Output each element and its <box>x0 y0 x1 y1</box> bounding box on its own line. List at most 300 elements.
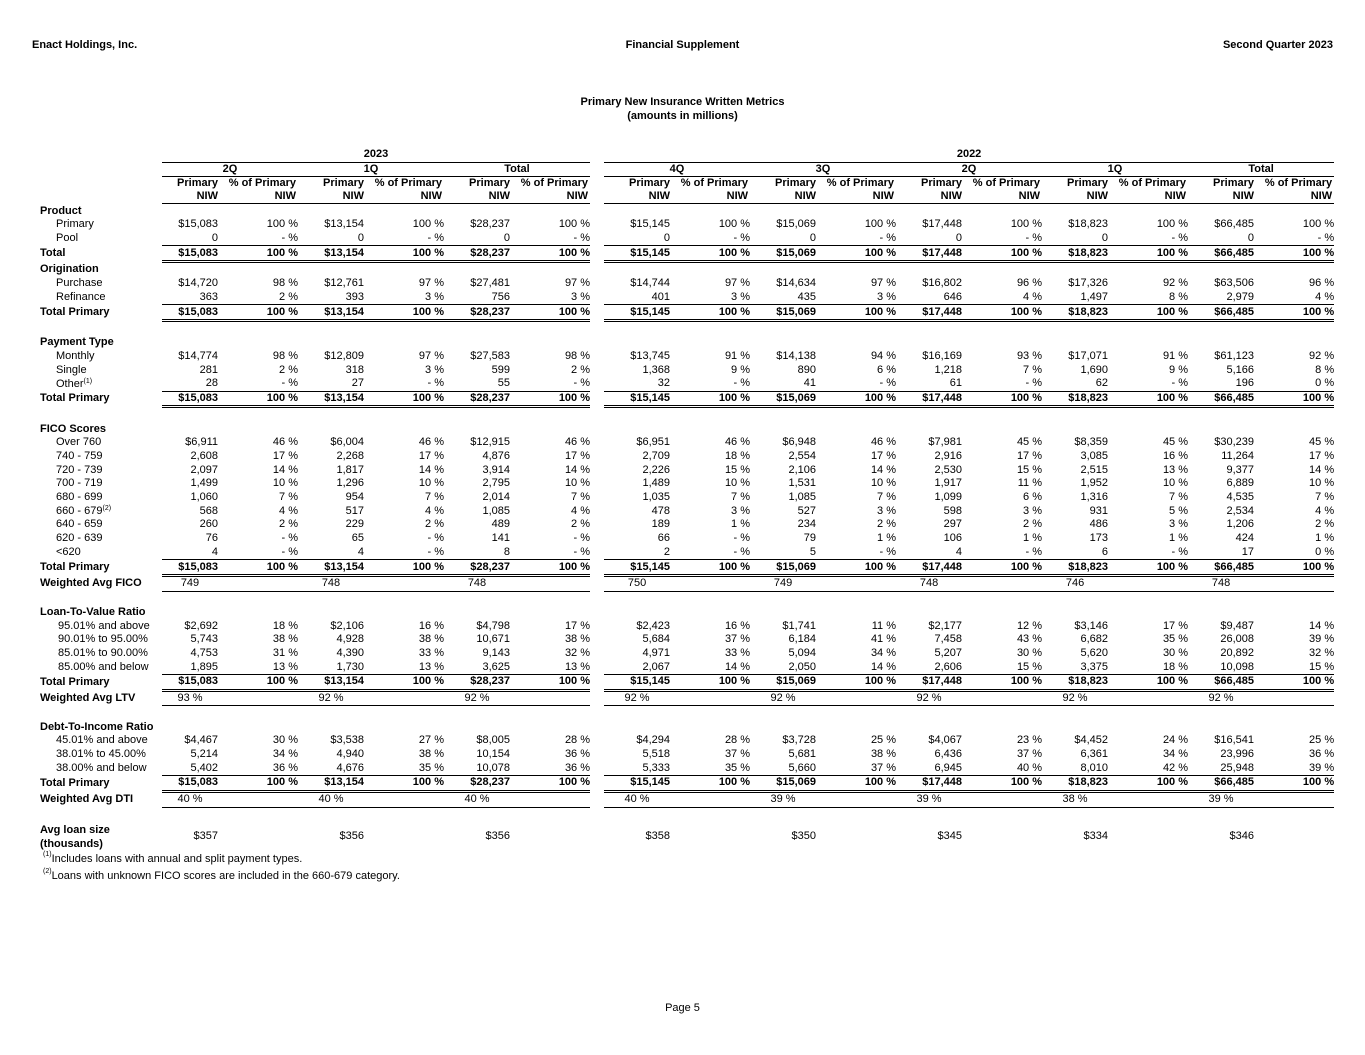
niw-value: $15,145 <box>604 305 670 321</box>
pct-value: 0 % <box>1315 377 1335 390</box>
niw-value: 2,979 <box>1226 290 1255 303</box>
pct-value: 100 % <box>218 560 298 576</box>
niw-value: $18,823 <box>1042 560 1108 576</box>
pct-value: 46 % <box>724 436 751 449</box>
niw-value: $15,069 <box>750 675 816 691</box>
niw-value: $4,294 <box>636 734 671 747</box>
pct-value: 17 % <box>564 619 591 632</box>
row-label <box>40 776 162 792</box>
niw-value: $2,423 <box>636 619 671 632</box>
pct-value: 100 % <box>962 305 1042 321</box>
avg-value: 746 <box>1042 575 1108 591</box>
section-heading: Loan-To-Value Ratio <box>40 605 146 618</box>
pct-value: 100 % <box>1254 675 1334 691</box>
pct-value: 37 % <box>870 761 897 774</box>
pct-value: 100 % <box>864 218 897 231</box>
pct-value: 17 % <box>1309 450 1335 463</box>
pct-value: 16 % <box>418 619 444 632</box>
pct-value: 100 % <box>1254 776 1334 792</box>
niw-value: $4,798 <box>476 619 510 632</box>
pct-value: 46 % <box>870 436 897 449</box>
spacer-row <box>40 807 1334 822</box>
avg-blank <box>364 690 444 706</box>
pct-value: 46 % <box>564 436 591 449</box>
year-2022-header: 2022 <box>604 148 1334 162</box>
pct-value: 100 % <box>558 218 591 231</box>
pct-value: 100 % <box>718 218 751 231</box>
niw-value: 260 <box>199 518 218 531</box>
period-header: Total <box>1188 162 1334 177</box>
pct-value: 100 % <box>1302 218 1335 231</box>
pct-value: 17 % <box>564 450 591 463</box>
pct-value: 10 % <box>1309 477 1335 490</box>
niw-value: 2,050 <box>788 660 817 673</box>
pct-value: - % <box>510 232 590 246</box>
pct-value: 100 % <box>1254 246 1334 262</box>
pct-value: 93 % <box>1016 349 1043 362</box>
row-label-text: 720 - 739 <box>56 463 103 476</box>
niw-value: 0 <box>444 232 510 246</box>
niw-value: 2,606 <box>934 660 963 673</box>
table-row <box>40 436 1334 450</box>
pct-value: 10 % <box>564 477 591 490</box>
pct-value: 32 % <box>564 646 591 659</box>
pct-value: 14 % <box>870 660 897 673</box>
pct-value: 5 % <box>1169 504 1189 517</box>
pct-value: 27 % <box>418 734 444 747</box>
niw-value: 281 <box>199 363 218 376</box>
pct-value: 11 % <box>871 619 897 632</box>
niw-value: 189 <box>651 518 671 531</box>
pct-value: 98 % <box>564 349 591 362</box>
avg-blank <box>1254 575 1334 591</box>
row-label-text: Purchase <box>56 277 103 290</box>
footnote-ref: (1) <box>83 377 93 385</box>
niw-value: 1,499 <box>190 477 218 490</box>
pct-value: 30 % <box>272 734 298 747</box>
row-label-text: 38.01% to 45.00% <box>56 748 146 761</box>
niw-value: $9,487 <box>1220 619 1255 632</box>
avg-blank <box>364 822 444 852</box>
pct-value: 31 % <box>272 646 298 659</box>
pct-value: 30 % <box>1162 646 1189 659</box>
pct-value: 14 % <box>418 463 444 476</box>
pct-value: 2 % <box>279 518 298 531</box>
pct-value: 7 % <box>1315 491 1335 504</box>
spacer-row <box>40 407 1334 423</box>
niw-value: $17,448 <box>896 246 962 262</box>
row-label <box>40 633 162 647</box>
pct-value: 4 % <box>1315 290 1335 303</box>
avg-loan-value: $334 <box>1083 830 1109 842</box>
niw-value: 6,361 <box>1080 748 1109 761</box>
footnote-2-text: Loans with unknown FICO scores are included in the 660-679 category. <box>51 870 400 882</box>
niw-value: 6,436 <box>934 748 963 761</box>
niw-value: 5,518 <box>642 748 671 761</box>
niw-value: 5,660 <box>788 761 817 774</box>
niw-value: 2 <box>663 545 671 558</box>
row-label-text: 620 - 639 <box>56 532 103 545</box>
pct-value: 97 % <box>724 277 751 290</box>
niw-value: 32 <box>657 377 671 390</box>
row-label <box>40 822 162 852</box>
niw-value: $28,237 <box>444 675 510 691</box>
niw-value: 5,214 <box>190 748 218 761</box>
niw-value: 5,620 <box>1080 646 1109 659</box>
table-row <box>40 761 1334 775</box>
niw-value: 196 <box>1235 377 1255 390</box>
pct-value: 37 % <box>724 748 751 761</box>
niw-value: $15,083 <box>162 305 218 321</box>
pct-value: 45 % <box>1016 436 1043 449</box>
niw-value: $27,481 <box>470 277 510 290</box>
niw-value: $8,005 <box>476 734 510 747</box>
header-line: NIW <box>566 190 589 203</box>
niw-value: $18,823 <box>1042 246 1108 262</box>
niw-value: 55 <box>497 377 510 390</box>
niw-value: $7,981 <box>928 436 963 449</box>
pct-value: 37 % <box>724 633 751 646</box>
row-label-text: 740 - 759 <box>56 450 103 463</box>
pct-value: 38 % <box>418 633 444 646</box>
pct-value: 46 % <box>272 436 298 449</box>
pct-value: 37 % <box>1016 748 1043 761</box>
niw-value: $15,145 <box>604 391 670 407</box>
pct-value: 15 % <box>1309 660 1335 673</box>
niw-value: $61,123 <box>1214 349 1255 362</box>
pct-value: - % <box>879 377 897 390</box>
pct-value: - % <box>1171 377 1189 390</box>
pct-value: 100 % <box>670 246 750 262</box>
pct-value: 3 % <box>731 290 751 303</box>
header-line: % of Primary <box>680 177 749 190</box>
primary-niw-header <box>298 177 364 204</box>
avg-value: 92 % <box>298 690 364 706</box>
avg-blank <box>670 690 750 706</box>
pct-value: 100 % <box>510 391 590 407</box>
niw-value: 3,914 <box>482 463 510 476</box>
pct-primary-niw-header <box>962 177 1042 204</box>
niw-value: $15,083 <box>162 675 218 691</box>
niw-value: 1,952 <box>1080 477 1109 490</box>
pct-value: 97 % <box>564 277 591 290</box>
niw-value: $3,146 <box>1074 619 1109 632</box>
niw-value: $17,448 <box>896 305 962 321</box>
header-line: NIW <box>1164 190 1187 203</box>
pct-value: 3 % <box>877 290 897 303</box>
pct-value: - % <box>1108 232 1188 246</box>
pct-value: 97 % <box>418 277 444 290</box>
table-row <box>40 218 1334 232</box>
avg-blank <box>364 575 444 591</box>
pct-value: 17 % <box>272 450 298 463</box>
pct-value: 16 % <box>1162 450 1189 463</box>
pct-value: 14 % <box>272 463 298 476</box>
pct-primary-niw-header <box>510 177 590 204</box>
row-label <box>40 463 162 477</box>
pct-value: - % <box>281 532 298 545</box>
pct-value: - % <box>1025 377 1043 390</box>
pct-value: 39 % <box>1309 761 1335 774</box>
pct-value: 38 % <box>564 633 591 646</box>
niw-value: 7,458 <box>934 633 963 646</box>
company-name: Enact Holdings, Inc. <box>32 39 138 51</box>
avg-blank <box>816 822 896 852</box>
pct-value: 100 % <box>816 246 896 262</box>
pct-value: 41 % <box>870 633 897 646</box>
niw-value: 1,730 <box>336 660 364 673</box>
niw-value: $3,538 <box>330 734 364 747</box>
weighted-avg-row <box>40 791 1334 807</box>
niw-value: $17,326 <box>1068 277 1109 290</box>
pct-value: 17 % <box>870 450 897 463</box>
niw-value: $6,911 <box>185 436 218 449</box>
niw-value: $15,069 <box>750 305 816 321</box>
pct-value: 100 % <box>1254 560 1334 576</box>
row-label <box>40 305 162 321</box>
avg-blank <box>218 791 298 807</box>
niw-value: $15,145 <box>604 246 670 262</box>
niw-value: $66,485 <box>1188 246 1254 262</box>
avg-blank <box>1254 791 1334 807</box>
pct-value: 1 % <box>731 518 751 531</box>
spacer-row <box>40 320 1334 336</box>
niw-value: 363 <box>199 290 218 303</box>
pct-value: 36 % <box>564 761 591 774</box>
pct-value: 13 % <box>418 660 444 673</box>
niw-value: $17,448 <box>896 675 962 691</box>
header-line: NIW <box>342 190 364 203</box>
avg-blank <box>670 791 750 807</box>
pct-value: 10 % <box>724 477 751 490</box>
avg-value: 749 <box>162 575 218 591</box>
period-header: 3Q <box>750 162 896 177</box>
pct-value: 100 % <box>1108 305 1188 321</box>
table-row <box>40 647 1334 661</box>
pct-value: 1 % <box>1169 532 1189 545</box>
pct-value: 11 % <box>1017 477 1043 490</box>
niw-value: $66,485 <box>1188 305 1254 321</box>
table-row <box>40 463 1334 477</box>
niw-value: $15,083 <box>162 776 218 792</box>
niw-value: $30,239 <box>1214 436 1255 449</box>
row-label <box>40 734 162 748</box>
pct-value: 100 % <box>816 305 896 321</box>
table-row <box>40 532 1334 546</box>
weighted-avg-row <box>40 575 1334 591</box>
footnote-2 <box>43 868 400 885</box>
niw-value: $15,083 <box>162 560 218 576</box>
pct-value: - % <box>670 232 750 246</box>
niw-value: $15,069 <box>750 391 816 407</box>
niw-value: 17 <box>1241 545 1255 558</box>
pct-value: 100 % <box>218 246 298 262</box>
pct-primary-niw-header <box>670 177 750 204</box>
pct-value: 8 % <box>1315 363 1335 376</box>
primary-niw-header <box>1042 177 1108 204</box>
niw-value: 2,608 <box>190 450 218 463</box>
pct-value: 7 % <box>877 491 897 504</box>
avg-value: 748 <box>896 575 962 591</box>
pct-value: 15 % <box>1016 660 1043 673</box>
niw-value: 5,402 <box>190 761 218 774</box>
pct-primary-niw-header <box>1108 177 1188 204</box>
niw-value: 0 <box>298 232 364 246</box>
pct-value: 32 % <box>1309 646 1335 659</box>
table-row <box>40 675 1334 691</box>
row-label <box>40 246 162 262</box>
row-label <box>40 619 162 633</box>
pct-value: 15 % <box>1016 463 1043 476</box>
table-row <box>40 776 1334 792</box>
footnote-1 <box>43 851 400 868</box>
pct-value: 100 % <box>218 675 298 691</box>
pct-value: 17 % <box>1162 619 1189 632</box>
avg-value: 39 % <box>1188 791 1254 807</box>
pct-value: 28 % <box>724 734 751 747</box>
niw-value: 756 <box>491 290 510 303</box>
niw-value: 26,008 <box>1220 633 1255 646</box>
avg-value: 748 <box>444 575 510 591</box>
period-header: 1Q <box>1042 162 1188 177</box>
section-row <box>40 336 1334 350</box>
niw-value: $13,154 <box>298 776 364 792</box>
weighted-avg-row <box>40 690 1334 706</box>
niw-value: $27,583 <box>470 349 510 362</box>
pct-value: 34 % <box>272 748 298 761</box>
row-label-text: 680 - 699 <box>56 491 103 504</box>
pct-value: 100 % <box>962 675 1042 691</box>
header-line: NIW <box>1018 190 1041 203</box>
pct-value: - % <box>733 545 751 558</box>
table-row <box>40 477 1334 491</box>
year-2023-header: 2023 <box>162 148 590 162</box>
niw-value: 3,085 <box>1080 450 1109 463</box>
niw-value: $13,154 <box>298 675 364 691</box>
niw-value: 2,709 <box>642 450 671 463</box>
period-header: Total <box>444 162 590 177</box>
row-label-text: 700 - 719 <box>56 477 103 490</box>
pct-value: - % <box>573 545 591 558</box>
table-row <box>40 560 1334 576</box>
header-line: Primary <box>469 177 510 190</box>
pct-value: 2 % <box>1315 518 1335 531</box>
niw-value: 1,085 <box>482 504 510 517</box>
row-label <box>40 491 162 505</box>
pct-value: 96 % <box>1016 277 1043 290</box>
header-line: NIW <box>794 190 817 203</box>
pct-primary-niw-header <box>1254 177 1334 204</box>
spacer-row <box>40 591 1334 606</box>
niw-value: $14,634 <box>776 277 817 290</box>
row-label-text: Total Primary <box>40 776 110 789</box>
pct-value: 14 % <box>724 660 751 673</box>
avg-blank <box>218 575 298 591</box>
pct-value: 2 % <box>877 518 897 531</box>
pct-value: 7 % <box>731 491 751 504</box>
avg-value: 92 % <box>1042 690 1108 706</box>
niw-value: $14,720 <box>178 277 218 290</box>
pct-value: 13 % <box>564 660 591 673</box>
pct-value: 100 % <box>816 776 896 792</box>
avg-blank <box>670 575 750 591</box>
niw-value: 4,971 <box>642 646 671 659</box>
pct-value: - % <box>427 545 444 558</box>
niw-value: $13,154 <box>298 305 364 321</box>
pct-value: 25 % <box>1309 734 1335 747</box>
pct-value: 35 % <box>418 761 444 774</box>
header-line: NIW <box>940 190 963 203</box>
footnotes <box>43 851 400 885</box>
niw-metrics-table <box>40 148 1334 852</box>
row-label-text: Total Primary <box>40 675 110 688</box>
pct-value: 7 % <box>1169 491 1189 504</box>
row-label-text: Refinance <box>56 291 106 304</box>
avg-loan-value: $358 <box>645 830 671 842</box>
niw-value: 5,166 <box>1226 363 1255 376</box>
section-row <box>40 422 1334 436</box>
niw-value: 229 <box>345 518 364 531</box>
pct-value: - % <box>573 377 591 390</box>
row-label-text: Total Primary <box>40 392 110 405</box>
primary-niw-header <box>750 177 816 204</box>
table-row <box>40 232 1334 246</box>
pct-value: 24 % <box>1162 734 1189 747</box>
avg-loan-value: $356 <box>339 830 364 842</box>
niw-value: $16,169 <box>922 349 963 362</box>
pct-value: 25 % <box>870 734 897 747</box>
pct-value: 97 % <box>870 277 897 290</box>
table-row <box>40 546 1334 560</box>
niw-value: $15,083 <box>162 246 218 262</box>
pct-value: 2 % <box>1023 518 1043 531</box>
header-line: Primary <box>629 177 671 190</box>
section-row <box>40 262 1334 277</box>
pct-value: 100 % <box>1108 675 1188 691</box>
table-row <box>40 748 1334 762</box>
niw-value: $17,448 <box>896 776 962 792</box>
niw-value: 5,207 <box>934 646 963 659</box>
niw-value: $12,809 <box>324 349 364 362</box>
pct-value: - % <box>218 232 298 246</box>
pct-value: 100 % <box>1108 246 1188 262</box>
header-line: % of Primary <box>1264 177 1333 190</box>
pct-value: 92 % <box>1309 349 1335 362</box>
row-label-text: 45.01% and above <box>56 734 148 747</box>
pct-value: 15 % <box>724 463 751 476</box>
pct-value: 100 % <box>1108 776 1188 792</box>
pct-value: 34 % <box>1162 748 1189 761</box>
header-line: Primary <box>775 177 817 190</box>
row-label-text: 90.01% to 95.00% <box>58 633 148 646</box>
pct-value: 1 % <box>1315 532 1335 545</box>
niw-value: $17,448 <box>896 391 962 407</box>
niw-value: 527 <box>797 504 817 517</box>
header-line: NIW <box>648 190 671 203</box>
niw-value: 424 <box>1235 532 1255 545</box>
row-label-text: Total <box>40 247 66 260</box>
pct-value: 14 % <box>1309 619 1335 632</box>
period-header-row <box>40 162 1334 177</box>
niw-value: 598 <box>943 504 963 517</box>
header-line: NIW <box>420 190 442 203</box>
row-label-text: Other <box>56 377 84 390</box>
pct-value: 7 % <box>1023 363 1043 376</box>
niw-value: 5,094 <box>788 646 817 659</box>
pct-value: 14 % <box>870 463 897 476</box>
pct-value: 4 % <box>1023 290 1043 303</box>
avg-blank <box>670 822 750 852</box>
